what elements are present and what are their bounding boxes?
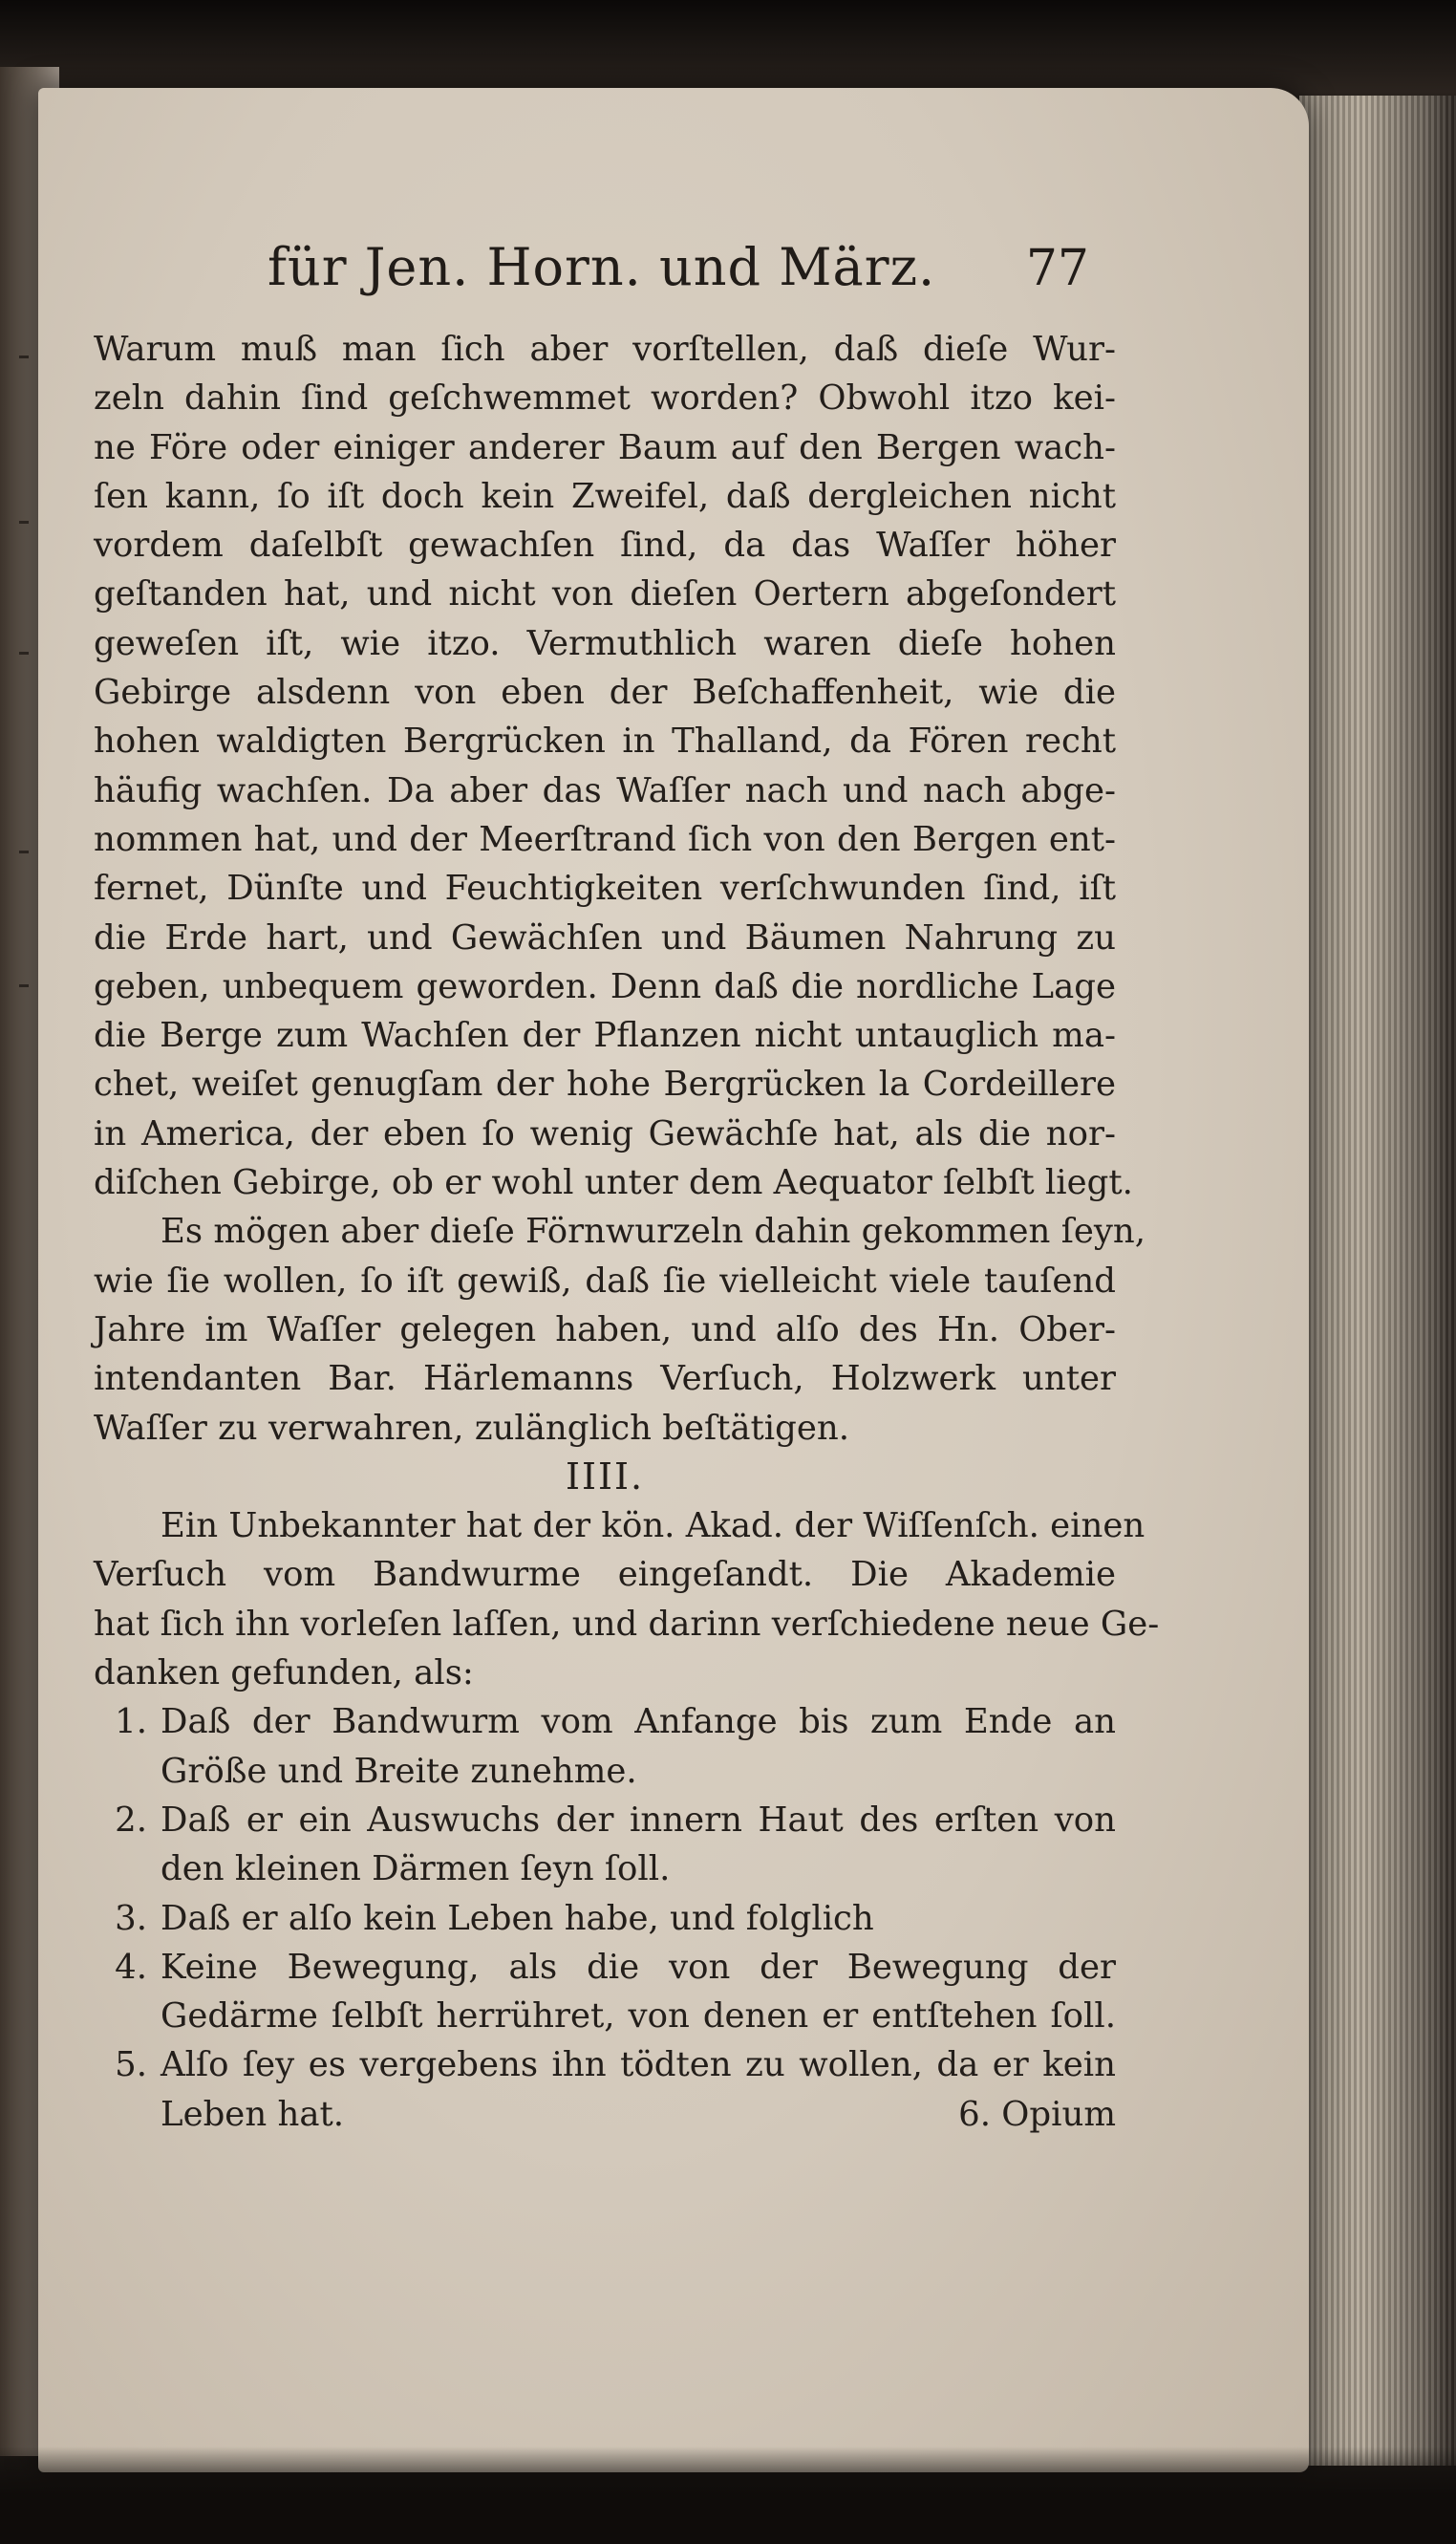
text-line: hohen waldigten Bergrücken in Thalland, da Fören recht [94, 722, 1116, 762]
page-number: 77 [1025, 240, 1089, 297]
text-line: ſen kann, ſo iſt doch kein Zweifel, daß dergleichen nicht [94, 476, 1116, 516]
text-line: Keine Bewegung, als die von der Bewegung der [161, 1947, 1116, 1987]
gutter-mark [19, 984, 29, 987]
gutter-mark [19, 652, 29, 655]
text-line: Verſuch vom Bandwurme eingeſandt. Die Akademie [94, 1555, 1116, 1595]
text-line: Größe und Breite zunehme. [161, 1751, 637, 1791]
text-line: Alſo ſey es vergebens ihn tödten zu wollen, da er kein [161, 2045, 1116, 2085]
numbered-list [94, 1697, 1116, 2139]
text-line: Leben hat. [161, 2094, 345, 2134]
list-text [161, 1894, 1116, 1943]
text-line: nommen hat, und der Meerſtrand ſich von den Bergen ent- [94, 819, 1116, 859]
text-line: geweſen iſt, wie itzo. Vermuthlich waren dieſe hohen [94, 623, 1116, 663]
text-line: Daß der Bandwurm vom Anfange bis zum Ende an [161, 1702, 1116, 1742]
text-line: geben, unbequem geworden. Denn daß die nordliche Lage [94, 966, 1116, 1006]
text-line: häufig wachſen. Da aber das Waſſer nach und nach abge- [94, 770, 1116, 810]
text-line: Daß er ein Auswuchs der innern Haut des erſten von [161, 1800, 1116, 1840]
text-line: die Berge zum Wachſen der Pflanzen nicht untauglich ma- [94, 1016, 1116, 1056]
list-text [161, 2040, 1116, 2089]
text-line: Waſſer zu verwahren, zulänglich beſtätigen. [94, 1408, 850, 1448]
text-line: Gedärme ſelbſt herrühret, von denen er entſtehen ſoll. [161, 1996, 1116, 2037]
list-item [94, 1796, 1116, 1844]
text-line: vordem daſelbſt gewachſen ſind, da das Waſſer höher [94, 526, 1116, 566]
text-line: Warum muß man ſich aber vorſtellen, daß dieſe Wur- [94, 330, 1116, 369]
gutter-mark [19, 521, 29, 524]
text-line: ne Före oder einiger anderer Baum auf den Bergen wach- [94, 427, 1116, 467]
list-number: 3. [115, 1898, 147, 1938]
paragraph-1 [94, 325, 1133, 1207]
text-line: den kleinen Därmen ſeyn ſoll. [161, 1849, 671, 1889]
text-line: intendanten Bar. Härlemanns Verſuch, Holzwerk unter [94, 1359, 1116, 1399]
running-header [268, 237, 1089, 304]
list-item [94, 1943, 1116, 1992]
page-fore-edge [1299, 96, 1456, 2466]
body-text [94, 325, 1160, 2139]
text-line: in America, der eben ſo wenig Gewächſe hat, als die nor- [94, 1113, 1116, 1153]
paragraph-3 [94, 1501, 1160, 1697]
text-line: fernet, Dünſte und Feuchtigkeiten verſchwunden ſind, iſt [94, 869, 1116, 909]
list-item [94, 1697, 1116, 1746]
text-line: geſtanden hat, und nicht von dieſen Oertern abgeſondert [94, 574, 1116, 614]
list-text [161, 1697, 1116, 1746]
text-line: Jahre im Waſſer gelegen haben, und alſo des Hn. Ober- [94, 1309, 1116, 1349]
text-line: die Erde hart, und Gewächſen und Bäumen Nahrung zu [94, 917, 1116, 958]
catchword: 6. Opium [958, 2094, 1116, 2134]
list-text [161, 1796, 1116, 1844]
text-line: danken gefunden, als: [94, 1653, 474, 1693]
list-number: 4. [115, 1947, 147, 1987]
text-line: hat ſich ihn vorleſen laſſen, und darinn verſchiedene neue Ge- [94, 1604, 1160, 1644]
list-number: 1. [115, 1702, 147, 1742]
text-line: Gebirge alsdenn von eben der Beſchaffenheit, wie die [94, 673, 1116, 713]
bottom-shadow [0, 2447, 1456, 2544]
list-number: 2. [115, 1800, 147, 1840]
paragraph-2 [94, 1207, 1146, 1452]
section-heading: IIII. [565, 1455, 645, 1498]
text-line: chet, weiſet genugſam der hohe Bergrücken la Cordeillere [94, 1065, 1116, 1105]
text-line: diſchen Gebirge, ob er wohl unter dem Aequator ſelbſt liegt. [94, 1163, 1133, 1203]
last-line [94, 2090, 1116, 2139]
text-line: zeln dahin ſind geſchwemmet worden? Obwohl itzo kei- [94, 378, 1116, 419]
text-line: Daß er alſo kein Leben habe, und folglich [161, 1898, 874, 1938]
list-item [94, 2040, 1116, 2089]
header-title: für Jen. Horn. und März. [268, 237, 936, 297]
text-line: Es mögen aber dieſe Förnwurzeln dahin gekommen ſeyn, [161, 1212, 1146, 1252]
text-line: Ein Unbekannter hat der kön. Akad. der Wiſſenſch. einen [161, 1506, 1146, 1546]
list-number: 5. [115, 2045, 147, 2085]
gutter-mark [19, 356, 29, 358]
list-text [161, 1943, 1116, 1992]
gutter-mark [19, 851, 29, 853]
text-line: wie ſie wollen, ſo iſt gewiß, daß ſie vielleicht viele tauſend [94, 1261, 1116, 1301]
list-item [94, 1894, 1116, 1943]
